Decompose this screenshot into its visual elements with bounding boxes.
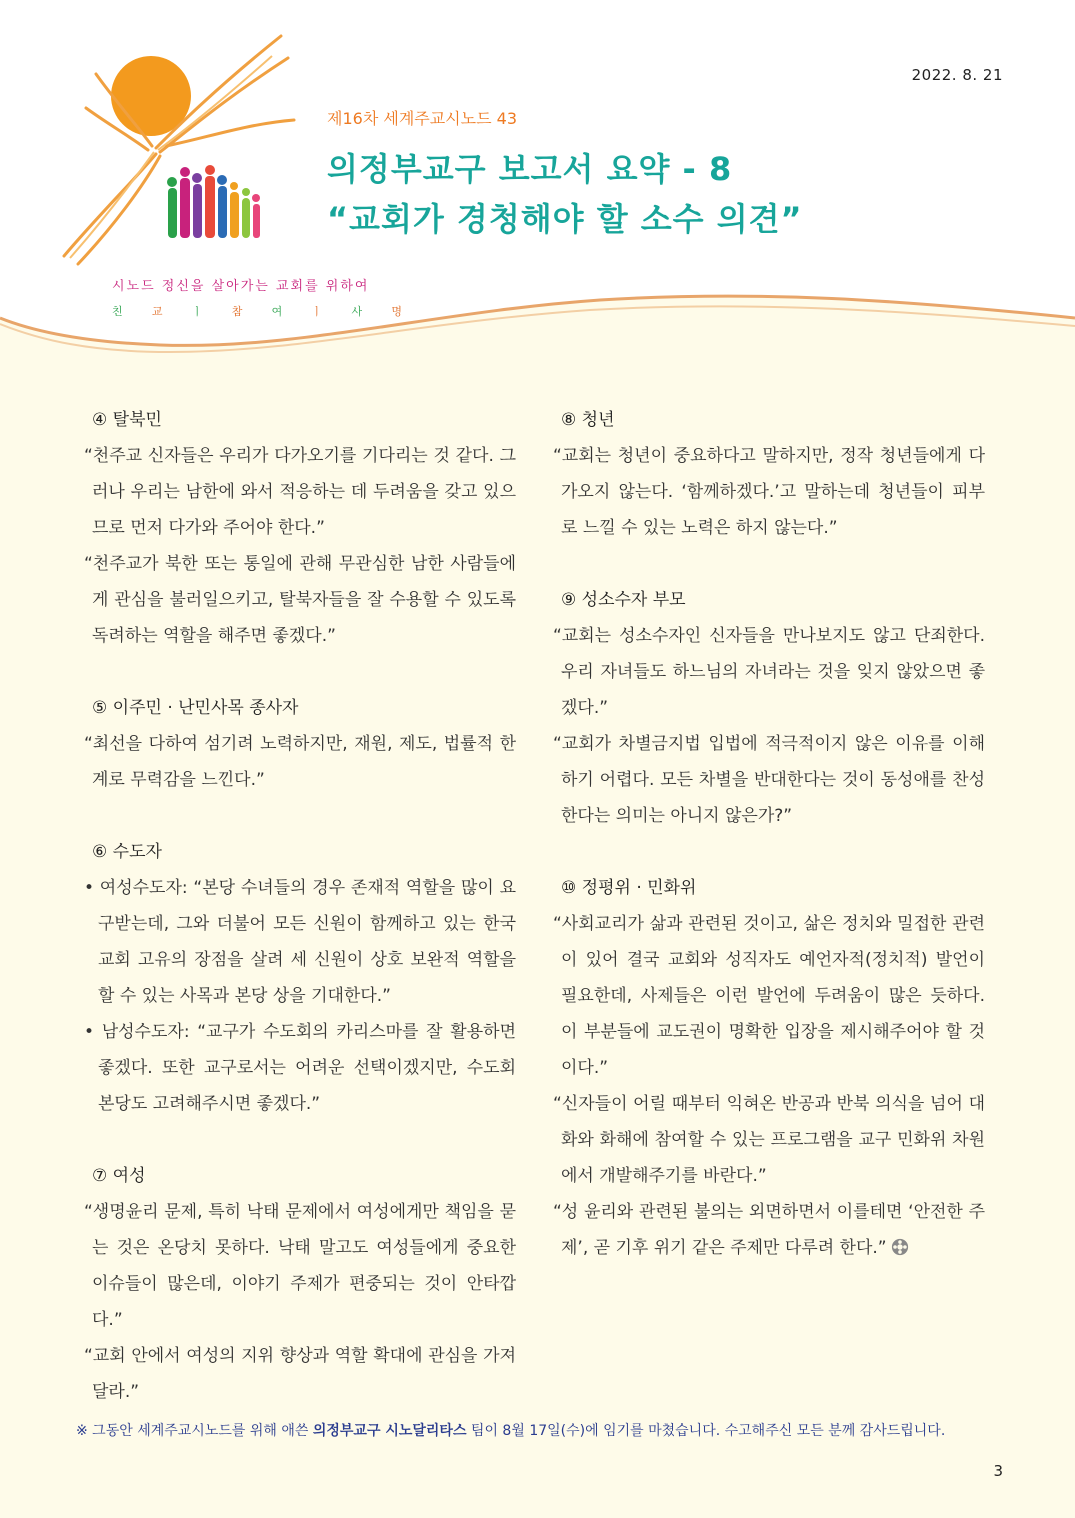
- quote-paragraph: “천주교 신자들은 우리가 다가오기를 기다리는 것 같다. 그러나 우리는 남한에 와서 적응하는 데 두려움을 갖고 있으므로 먼저 다가와 주어야 한다.”: [84, 446, 516, 538]
- quote-paragraph: “사회교리가 삶과 관련된 것이고, 삶은 정치와 밀접한 관련이 있어 결국 교회와 성직자도 예언자적(정치적) 발언이 필요한데, 사제들은 이런 발언에 두려움이 많은 듯하다. 이 부분들에 교도권이 명확한 입장을 제시해주어야 할 것이다.”: [553, 914, 985, 1078]
- end-mark-icon: [891, 1238, 909, 1256]
- page-number: 3: [993, 1462, 1003, 1480]
- section-title: ⑥ 수도자: [92, 842, 162, 862]
- bullet-paragraph: • 여성수도자: “본당 수녀들의 경우 존재적 역할을 많이 요구받는데, 그와 더불어 모든 신원이 함께하고 있는 한국교회 고유의 장점을 살려 세 신원이 상호 보완적 역할을 할 수 있는 사목과 본당 상을 기대한다.”: [84, 878, 516, 1006]
- section-title: ⑦ 여성: [92, 1166, 146, 1186]
- footnote-text: 팀이 8월 17일(수)에 임기를 마쳤습니다. 수고해주신 모든 분께 감사드립니다.: [466, 1423, 946, 1439]
- footnote-text: ※ 그동안 세계주교시노드를 위해 애쓴: [76, 1423, 313, 1439]
- quote-paragraph: “교회 안에서 여성의 지위 향상과 역할 확대에 관심을 가져 달라.”: [84, 1346, 516, 1402]
- slogan-words: [112, 303, 402, 319]
- footnote: [76, 1420, 945, 1440]
- page-title: [327, 144, 803, 244]
- slogan-word: 사: [351, 305, 363, 318]
- quote-paragraph: [553, 1194, 985, 1266]
- quote-paragraph: “교회가 차별금지법 입법에 적극적이지 않은 이유를 이해하기 어렵다. 모든 차별을 반대한다는 것이 동성애를 찬성한다는 의미는 아니지 않은가?”: [553, 734, 985, 826]
- slogan-word: 참: [231, 305, 243, 318]
- section-title: ⑤ 이주민 · 난민사목 종사자: [92, 698, 299, 718]
- section-title: ④ 탈북민: [92, 410, 162, 430]
- quote-paragraph: “생명윤리 문제, 특히 낙태 문제에서 여성에게만 책임을 묻는 것은 온당치 못하다. 낙태 말고도 여성들에게 중요한 이슈들이 많은데, 이야기 주제가 편중되는 것이 안타깝다.”: [84, 1202, 516, 1330]
- quote-paragraph: “교회는 청년이 중요하다고 말하지만, 정작 청년들에게 다가오지 않는다. ‘함께하겠다.’고 말하는데 청년들이 피부로 느낄 수 있는 노력은 하지 않는다.”: [553, 446, 985, 538]
- quote-paragraph: “천주교가 북한 또는 통일에 관해 무관심한 남한 사람들에게 관심을 불러일으키고, 탈북자들을 잘 수용할 수 있도록 독려하는 역할을 해주면 좋겠다.”: [84, 554, 516, 646]
- slogan-word: 친: [112, 305, 123, 318]
- synod-logo: [56, 28, 296, 268]
- slogan-word: ㅣ: [311, 305, 323, 318]
- right-column: [553, 402, 985, 1266]
- section-title: ⑨ 성소수자 부모: [561, 590, 686, 610]
- slogan-word: 여: [271, 305, 283, 318]
- section-title: ⑧ 청년: [561, 410, 615, 430]
- quote-text: “성 윤리와 관련된 불의는 외면하면서 이를테면 ‘안전한 주제’, 곧 기후 위기 같은 주제만 다루려 한다.”: [553, 1202, 985, 1258]
- quote-paragraph: “교회는 성소수자인 신자들을 만나보지도 않고 단죄한다. 우리 자녀들도 하느님의 자녀라는 것을 잊지 않았으면 좋겠다.”: [553, 626, 985, 718]
- footnote-team-name: 의정부교구 시노달리타스: [312, 1423, 467, 1439]
- left-column: [84, 402, 516, 1410]
- title-line-1: 의정부교구 보고서 요약 - 8: [327, 150, 733, 188]
- section-title: ⑩ 정평위 · 민화위: [561, 878, 697, 898]
- issue-date: 2022. 8. 21: [911, 66, 1003, 84]
- slogan: 시노드 정신을 살아가는 교회를 위하여: [112, 279, 370, 294]
- bullet-paragraph: • 남성수도자: “교구가 수도회의 카리스마를 잘 활용하면 좋겠다. 또한 교구로서는 어려운 선택이겠지만, 수도회 본당도 고려해주시면 좋겠다.”: [84, 1022, 516, 1114]
- title-line-2: “교회가 경청해야 할 소수 의견”: [327, 200, 803, 238]
- slogan-word: 명: [391, 305, 402, 318]
- quote-paragraph: “최선을 다하여 섬기려 노력하지만, 재원, 제도, 법률적 한계로 무력감을 느낀다.”: [84, 734, 516, 790]
- slogan-word: 교: [151, 305, 163, 318]
- slogan-word: ㅣ: [191, 305, 203, 318]
- series-label: 제16차 세계주교시노드 43: [327, 109, 517, 128]
- quote-paragraph: “신자들이 어릴 때부터 익혀온 반공과 반북 의식을 넘어 대화와 화해에 참여할 수 있는 프로그램을 교구 민화위 차원에서 개발해주기를 바란다.”: [553, 1094, 985, 1186]
